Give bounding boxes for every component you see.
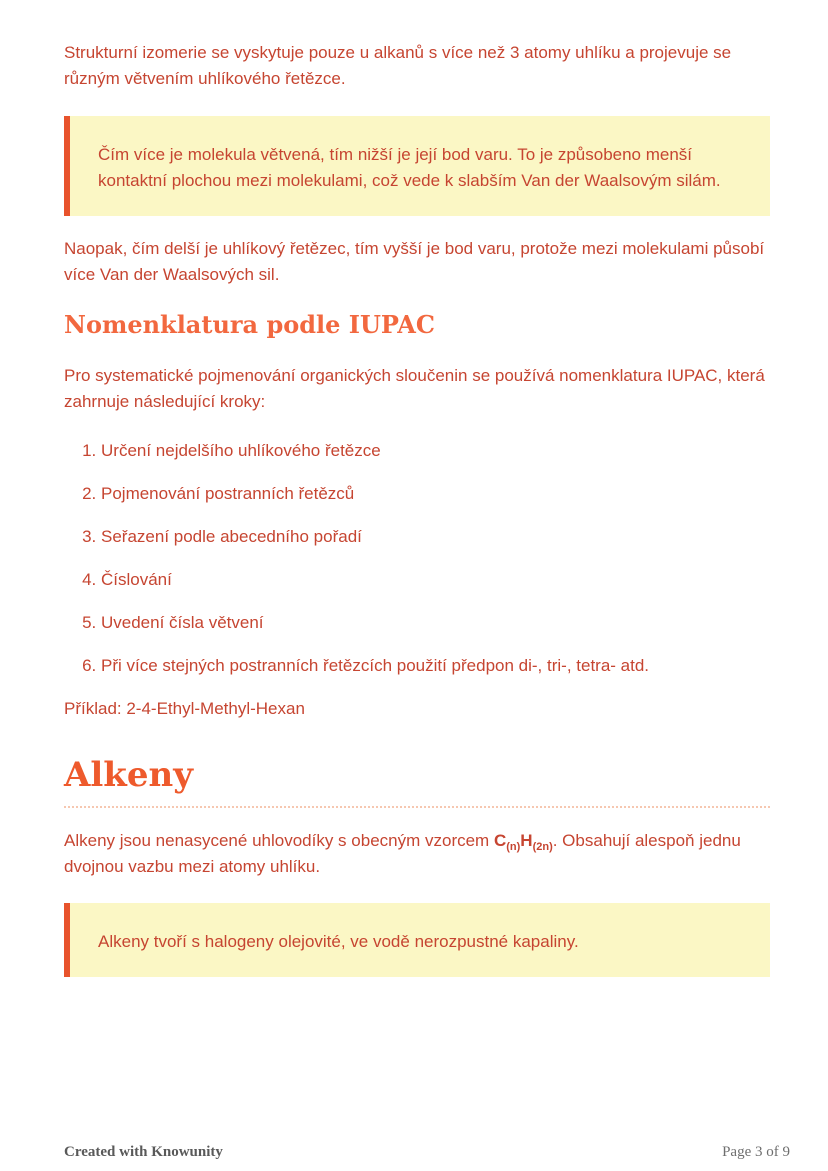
formula-hydrogen-subscript: (2n) xyxy=(532,841,553,853)
callout-text: Alkeny tvoří s halogeny olejovité, ve vodě nerozpustné kapaliny. xyxy=(98,932,579,951)
paragraph-chain-length: Naopak, čím delší je uhlíkový řetězec, tím vyšší je bod varu, protože mezi molekulami působí více Van der Waalsových sil. xyxy=(64,239,765,284)
list-item: 6. Při více stejných postranních řetězcích použití předpon di-, tri-, tetra- atd. xyxy=(101,653,770,679)
list-item: 1. Určení nejdelšího uhlíkového řetězce xyxy=(101,438,770,464)
page-footer xyxy=(64,1144,790,1161)
paragraph-iupac-intro: Pro systematické pojmenování organických sloučenin se používá nomenklatura IUPAC, která zahrnuje následující kroky: xyxy=(64,366,765,411)
list-item: 4. Číslování xyxy=(101,567,770,593)
page-number: Page 3 of 9 xyxy=(722,1144,790,1160)
list-item: 5. Uvedení čísla větvení xyxy=(101,610,770,636)
heading-alkenes: Alkeny xyxy=(64,754,770,808)
footer-branding: Created with Knowunity xyxy=(64,1144,223,1160)
alkenes-text-before: Alkeny jsou nenasycené uhlovodíky s obecným vzorcem xyxy=(64,831,494,850)
iupac-steps-list xyxy=(64,438,770,679)
list-item: 2. Pojmenování postranních řetězců xyxy=(101,481,770,507)
callout-branching-boiling-point xyxy=(64,116,770,216)
alkenes-text-after: . Obsahují alespoň jednu dvojnou vazbu mezi atomy uhlíku. xyxy=(64,831,741,876)
heading-iupac-nomenclature: Nomenklatura podle IUPAC xyxy=(64,310,435,339)
paragraph-example: Příklad: 2-4-Ethyl-Methyl-Hexan xyxy=(64,699,305,718)
callout-text: Čím více je molekula větvená, tím nižší je její bod varu. To je způsobeno menší kontaktní plochou mezi molekulami, což vede k slabším Van der Waalsovým silám. xyxy=(98,145,721,190)
formula-hydrogen: H xyxy=(520,831,533,850)
paragraph-structural-isomerism: Strukturní izomerie se vyskytuje pouze u alkanů s více než 3 atomy uhlíku a projevuje se různým větvením uhlíkového řetězce. xyxy=(64,43,732,88)
list-item: 3. Seřazení podle abecedního pořadí xyxy=(101,524,770,550)
chemical-formula xyxy=(493,831,553,853)
callout-alkenes-halogens xyxy=(64,903,770,977)
formula-carbon: C xyxy=(493,831,507,850)
formula-carbon-subscript: (n) xyxy=(506,841,521,853)
paragraph-alkenes-definition xyxy=(64,828,770,880)
